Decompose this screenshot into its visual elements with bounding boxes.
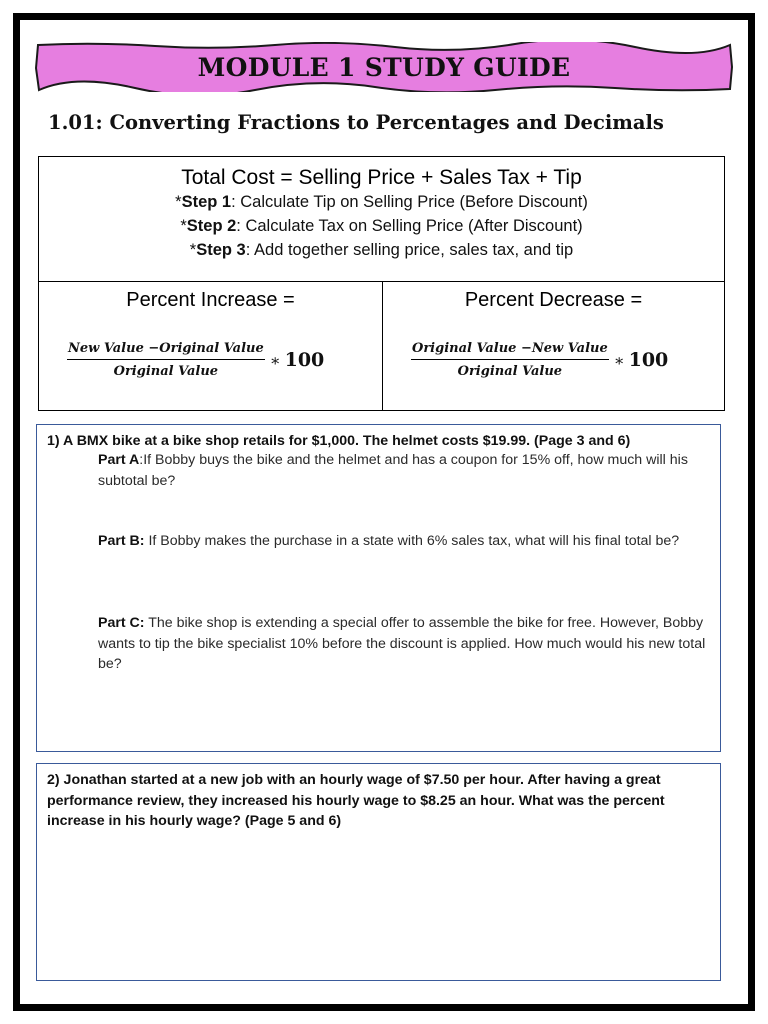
- step-label: Step 2: [186, 217, 237, 235]
- question-1-box: [36, 424, 721, 752]
- denominator: Original Value: [113, 364, 219, 379]
- percent-decrease-title: Percent Decrease =: [464, 289, 643, 311]
- title-banner: [35, 42, 733, 92]
- part-a: [98, 450, 710, 491]
- total-cost-formula: Total Cost = Selling Price + Sales Tax + Tip: [181, 166, 582, 189]
- total-cost-section: [39, 157, 724, 282]
- part-c: [98, 613, 710, 675]
- part-label: Part B:: [98, 533, 145, 549]
- multiply-sign: ∗: [269, 350, 281, 370]
- numerator: New Value −Original Value: [67, 341, 265, 360]
- numerator: Original Value −New Value: [411, 341, 609, 360]
- fraction: [411, 341, 609, 379]
- percent-decrease-formula: [411, 341, 668, 379]
- percent-increase-formula: [67, 341, 324, 379]
- multiply-sign: ∗: [613, 350, 625, 370]
- question-2-box: [36, 763, 721, 981]
- step-label: Step 1: [181, 193, 232, 211]
- multiplier: 100: [628, 349, 669, 371]
- percent-decrease-cell: [383, 281, 724, 410]
- step-prefix: *: [189, 241, 197, 259]
- multiplier: 100: [284, 349, 325, 371]
- fraction: [67, 341, 265, 379]
- part-text: :If Bobby buys the bike and the helmet and has a coupon for 15% off, how much will his subtotal be?: [98, 452, 688, 489]
- step-text: : Add together selling price, sales tax, and tip: [245, 241, 574, 259]
- denominator: Original Value: [457, 364, 563, 379]
- percent-increase-cell: [39, 281, 383, 410]
- step-prefix: *: [180, 217, 187, 235]
- step-text: : Calculate Tip on Selling Price (Before Discount): [231, 193, 588, 211]
- percent-increase-title: Percent Increase =: [126, 289, 295, 311]
- step-label: Step 3: [196, 241, 246, 259]
- part-text: If Bobby makes the purchase in a state with 6% sales tax, what will his final total be?: [144, 533, 680, 549]
- step-1: [39, 190, 724, 214]
- formula-box: [38, 156, 725, 411]
- step-3: [39, 238, 724, 262]
- part-b: [98, 531, 710, 552]
- step-text: : Calculate Tax on Selling Price (After Discount): [236, 217, 583, 235]
- step-prefix: *: [175, 193, 182, 211]
- part-label: Part A: [98, 452, 140, 468]
- part-label: Part C:: [98, 615, 145, 631]
- part-text: The bike shop is extending a special offer to assemble the bike for free. However, Bobby wants to tip the bike specialist 10% before the discount is applied. How much would his new total be?: [98, 615, 706, 672]
- section-heading: 1.01: Converting Fractions to Percentages and Decimals: [48, 111, 664, 134]
- page-title: MODULE 1 STUDY GUIDE: [197, 53, 571, 82]
- question-1-text: 1) A BMX bike at a bike shop retails for $1,000. The helmet costs $19.99. (Page 3 and 6): [47, 433, 631, 449]
- step-2: [39, 214, 724, 238]
- question-2-text: 2) Jonathan started at a new job with an hourly wage of $7.50 per hour. After having a great performance review, they increased his hourly wage to $8.25 an hour. What was the percent increase in his hourly wage? (Page 5 and 6): [47, 772, 665, 829]
